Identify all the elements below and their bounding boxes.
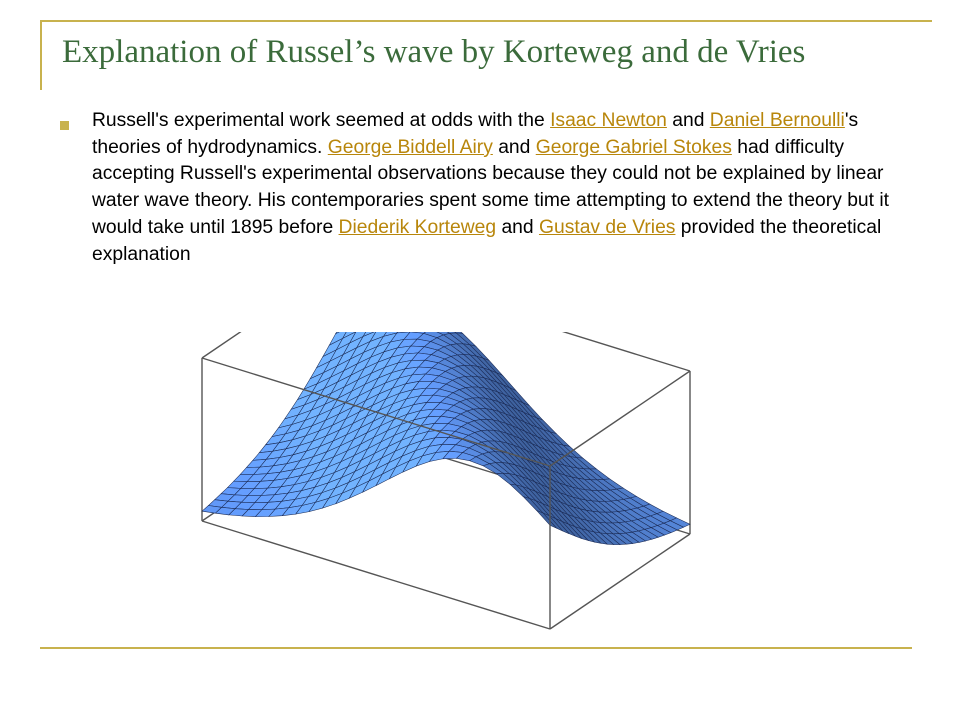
link-george-gabriel-stokes[interactable]: George Gabriel Stokes xyxy=(535,136,732,158)
bullet-paragraph xyxy=(92,108,922,268)
box-edge xyxy=(202,332,342,358)
text-run: and xyxy=(666,110,710,131)
link-daniel-bernoulli[interactable]: Daniel Bernoulli xyxy=(709,110,845,131)
top-rule xyxy=(40,20,932,22)
link-george-biddell-airy[interactable]: George Biddell Airy xyxy=(327,136,493,158)
soliton-surface-plot xyxy=(196,332,790,632)
box-edge xyxy=(550,371,690,466)
text-run: and xyxy=(492,136,536,158)
bullet-square-icon xyxy=(60,121,69,130)
box-edge xyxy=(202,521,550,629)
link-isaac-newton[interactable]: Isaac Newton xyxy=(550,110,667,131)
slide-title: Explanation of Russel’s wave by Korteweg and de Vries xyxy=(62,34,806,70)
text-run: had difficulty accepting Russell's experimental observations because they could not be explained by linear water wave theory. His contemporaries spent some time attempting to extend the theory but it would take until 1895 before xyxy=(92,136,889,238)
text-run: provided the theoretical explanation xyxy=(92,216,882,265)
bottom-rule xyxy=(40,647,912,649)
wave-surface xyxy=(202,332,690,545)
link-diederik-korteweg[interactable]: Diederik Korteweg xyxy=(338,216,497,238)
text-run: 's theories of hydrodynamics. xyxy=(92,110,859,158)
text-run: and xyxy=(496,216,539,238)
left-rule xyxy=(40,20,42,90)
link-gustav-de-vries[interactable]: Gustav de Vries xyxy=(538,216,676,238)
box-edge xyxy=(550,534,690,629)
text-run: Russell's experimental work seemed at odds with the xyxy=(92,110,551,131)
